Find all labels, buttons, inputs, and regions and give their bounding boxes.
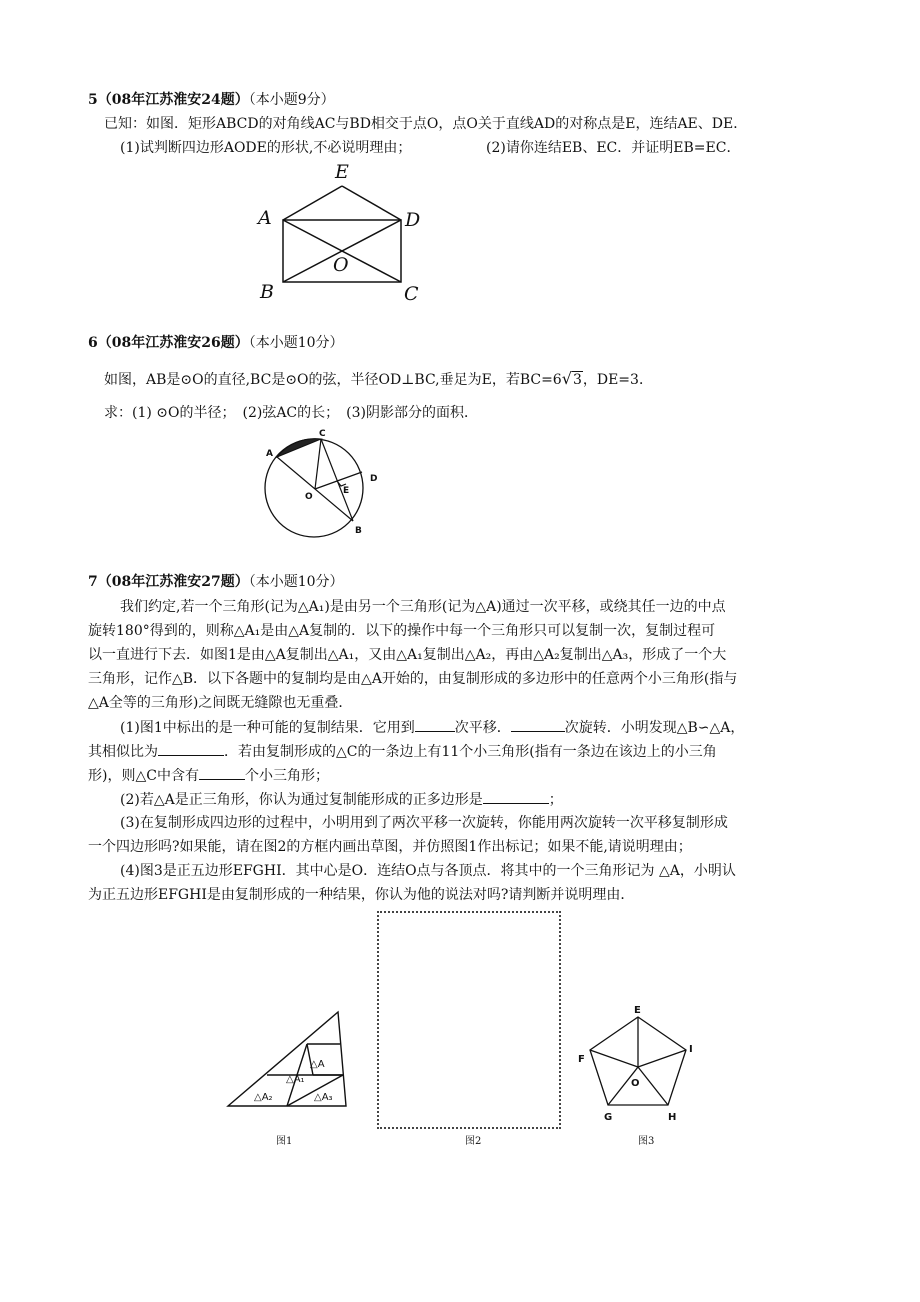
blank-rotations[interactable] bbox=[511, 717, 565, 732]
label-b: B bbox=[260, 281, 274, 303]
p6-heading bbox=[88, 333, 344, 353]
p7-question-4a: (4)图3是正五边形EFGHI．其中心是O．连结O点与各顶点．将其中的一个三角形记为 △A，小明认 bbox=[120, 863, 736, 879]
sqrt-sign: √ bbox=[561, 369, 572, 388]
figure-3-pentagon bbox=[576, 1000, 706, 1130]
p7-question-1a: (1)图1中标出的是一种可能的复制结果．它用到 次平移． 次旋转．小明发现△B∽△A， bbox=[120, 717, 744, 738]
p6-heading-points: （本小题10分） bbox=[248, 335, 344, 351]
p7-question-3b: 一个四边形吗?如果能，请在图2的方框内画出草图，并仿照图1作出标记；如果不能,请说明理由； bbox=[88, 839, 692, 855]
p7-question-4b: 为正五边形EFGHI是由复制形成的一种结果，你认为他的说法对吗?请判断并说明理由． bbox=[88, 887, 635, 903]
segment-oc bbox=[315, 439, 321, 489]
label-c: C bbox=[404, 283, 419, 305]
label-triangle-a: △A bbox=[310, 1059, 325, 1070]
blank-ratio[interactable] bbox=[158, 741, 224, 756]
p5-question-1: (1)试判断四边形AODE的形状,不必说明理由； bbox=[120, 140, 412, 156]
label-o: O bbox=[631, 1078, 640, 1089]
p7-definition-3: 以一直进行下去．如图1是由△A复制出△A₁，又由△A₁复制出△A₂，再由△A₂复制出△A₃，形成了一个大 bbox=[88, 647, 727, 663]
blank-polygon[interactable] bbox=[483, 789, 549, 804]
label-d: D bbox=[405, 209, 421, 231]
figure-1-triangles bbox=[222, 1008, 362, 1112]
p7-heading-bold: 7（08年江苏淮安27题） bbox=[88, 574, 249, 590]
label-c: C bbox=[319, 429, 326, 439]
p7-question-3a: (3)在复制形成四边形的过程中，小明用到了两次平移一次旋转，你能用两次旋转一次平移复制形成 bbox=[120, 815, 728, 831]
p7-definition-1: 我们约定,若一个三角形(记为△A₁)是由另一个三角形(记为△A)通过一次平移，或绕其任一边的中点 bbox=[120, 599, 726, 615]
chord-bc bbox=[321, 439, 353, 521]
segment-of bbox=[590, 1050, 638, 1067]
radius-od bbox=[315, 472, 362, 489]
label-f: F bbox=[578, 1054, 585, 1065]
p6-heading-bold: 6（08年江苏淮安26题） bbox=[88, 335, 249, 351]
p7-question-1b: 其相似比为 ．若由复制形成的△C的一条边上有11个小三角形(指有一条边在该边上的小三角 bbox=[88, 741, 717, 762]
label-triangle-a3: △A₃ bbox=[314, 1092, 333, 1103]
p5-heading-bold: 5（08年江苏淮安24题） bbox=[88, 92, 249, 108]
label-e: E bbox=[335, 161, 349, 183]
p6-circle-figure bbox=[258, 424, 388, 542]
segment-ae bbox=[283, 186, 342, 220]
label-a: A bbox=[266, 449, 273, 459]
label-g: G bbox=[604, 1112, 613, 1123]
figure-2-caption: 图2 bbox=[465, 1136, 482, 1147]
label-a: A bbox=[258, 207, 272, 229]
figure-3-caption: 图3 bbox=[638, 1136, 655, 1147]
segment-oi bbox=[638, 1050, 686, 1067]
figure-1-caption: 图1 bbox=[276, 1136, 293, 1147]
label-i: I bbox=[689, 1044, 693, 1055]
label-d: D bbox=[370, 474, 378, 484]
label-h: H bbox=[668, 1112, 677, 1123]
p6-questions: 求：(1) ⊙O的半径； (2)弦AC的长； (3)阴影部分的面积． bbox=[104, 405, 478, 421]
label-o: O bbox=[305, 492, 313, 502]
p5-heading bbox=[88, 90, 335, 110]
p5-statement: 已知：如图．矩形ABCD的对角线AC与BD相交于点O，点O关于直线AD的对称点是E，连结AE、DE． bbox=[104, 116, 748, 132]
p7-heading bbox=[88, 572, 344, 592]
p5-heading-points: （本小题9分） bbox=[248, 92, 335, 108]
p7-definition-5: △A全等的三角形)之间既无缝隙也无重叠． bbox=[88, 695, 353, 711]
p5-rectangle-figure bbox=[250, 158, 440, 306]
label-e: E bbox=[634, 1005, 641, 1016]
p7-definition-2: 旋转180°得到的，则称△A₁是由△A复制的．以下的操作中每一个三角形只可以复制一次，复制过程可 bbox=[88, 623, 716, 639]
p7-heading-points: （本小题10分） bbox=[248, 574, 344, 590]
segment-oh bbox=[638, 1067, 668, 1105]
shaded-segment bbox=[277, 439, 321, 457]
blank-translations[interactable] bbox=[415, 717, 455, 732]
label-triangle-a1: △A₁ bbox=[286, 1074, 305, 1085]
figure-2-drawing-box[interactable] bbox=[377, 911, 561, 1129]
p7-definition-4: 三角形，记作△B．以下各题中的复制均是由△A开始的，由复制形成的多边形中的任意两个小三角形(指与 bbox=[88, 671, 738, 687]
label-b: B bbox=[355, 526, 362, 536]
sqrt-radicand: 3 bbox=[572, 372, 582, 388]
p6-statement: 如图，AB是⊙O的直径,BC是⊙O的弦，半径OD⊥BC,垂足为E，若BC=6√3，DE=3． bbox=[104, 369, 653, 388]
label-e: E bbox=[343, 486, 350, 496]
p7-question-2: (2)若△A是正三角形，你认为通过复制能形成的正多边形是 ； bbox=[120, 789, 563, 810]
label-triangle-a2: △A₂ bbox=[254, 1092, 273, 1103]
p7-question-1c: 形)，则△C中含有 个小三角形； bbox=[88, 765, 329, 786]
label-o: O bbox=[333, 254, 349, 276]
p5-question-2: (2)请你连结EB、EC．并证明EB=EC． bbox=[486, 140, 741, 156]
blank-count[interactable] bbox=[199, 765, 245, 780]
segment-de bbox=[342, 186, 401, 220]
